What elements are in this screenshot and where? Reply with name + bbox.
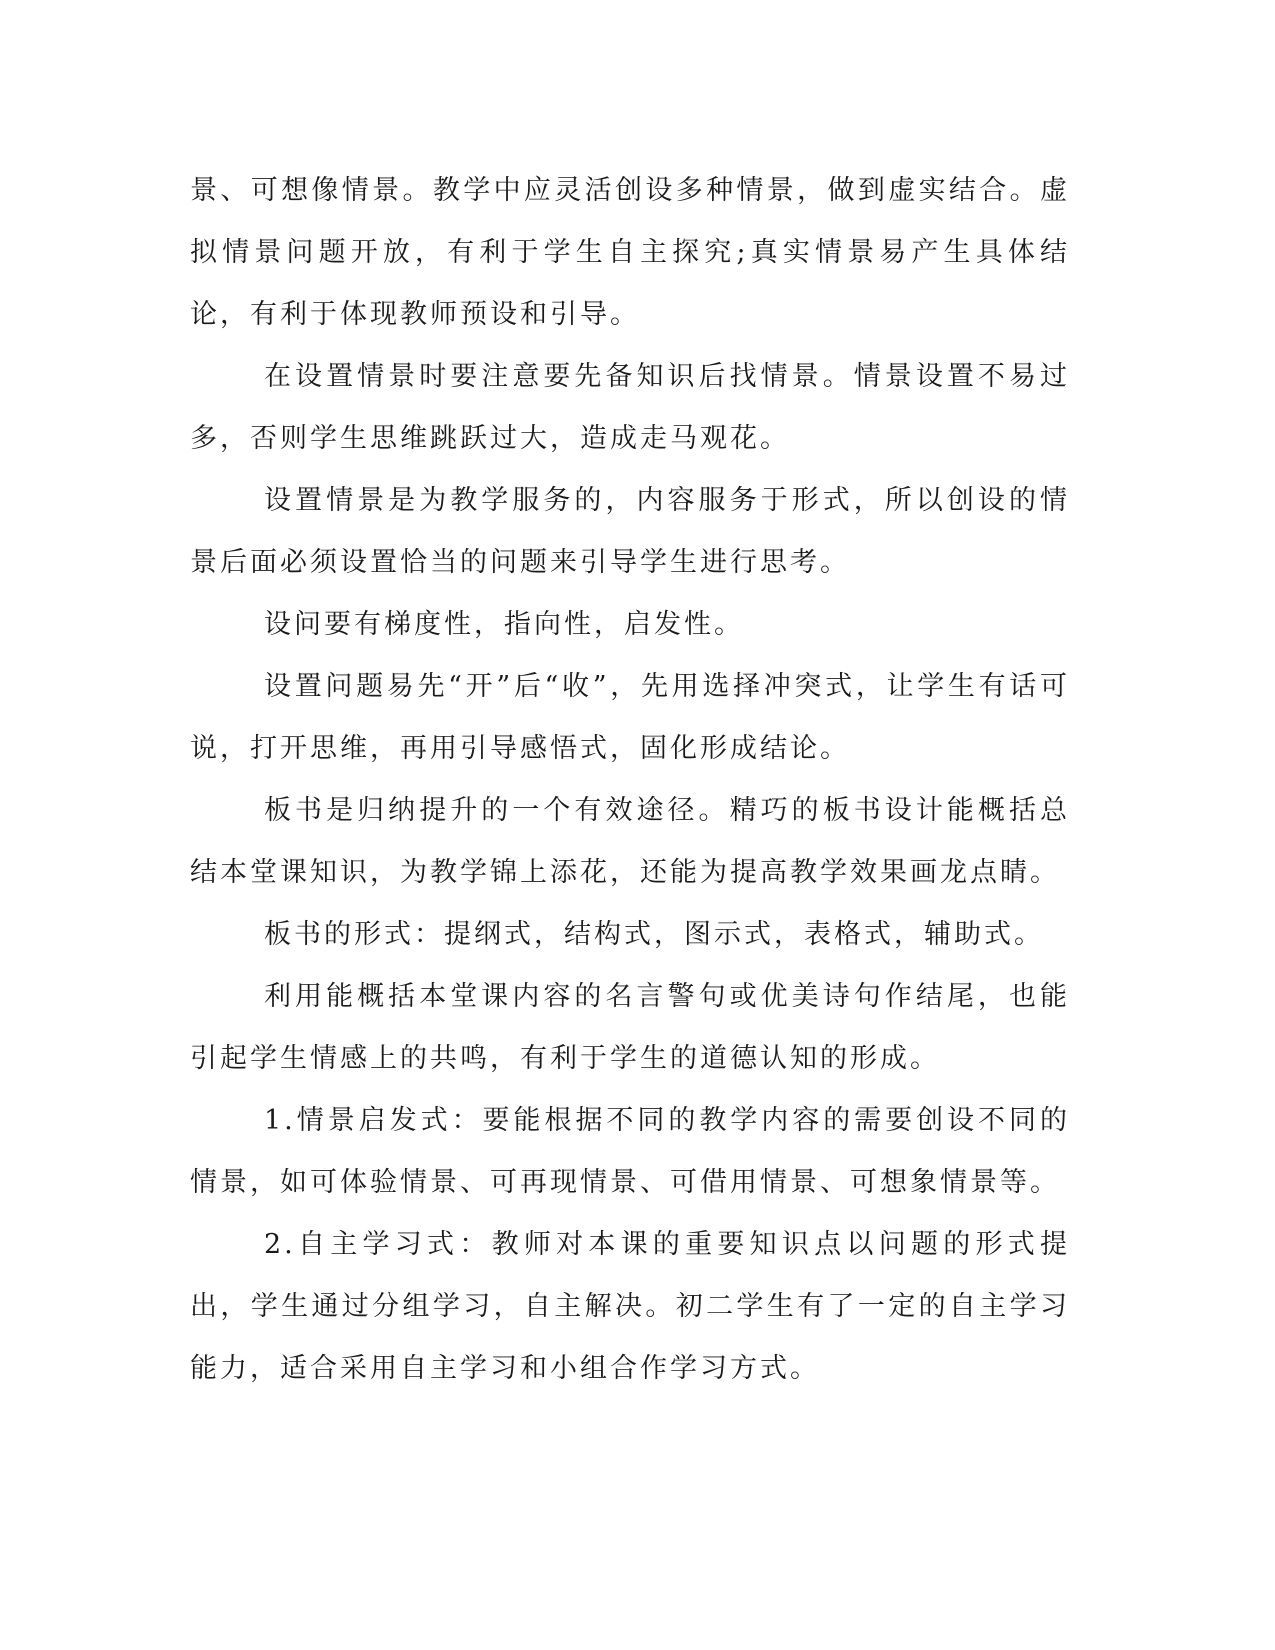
- document-body: [190, 160, 1070, 1400]
- paragraph-5: 设置问题易先“开”后“收”，先用选择冲突式，让学生有话可说，打开思维，再用引导感悟式，固化形成结论。: [190, 671, 1070, 764]
- paragraph-10: 2.自主学习式：教师对本课的重要知识点以问题的形式提出，学生通过分组学习，自主解决。初二学生有了一定的自主学习能力，适合采用自主学习和小组合作学习方式。: [190, 1229, 1070, 1384]
- paragraph-7: 板书的形式：提纲式，结构式，图示式，表格式，辅助式。: [264, 919, 1044, 950]
- paragraph-2: 在设置情景时要注意要先备知识后找情景。情景设置不易过多，否则学生思维跳跃过大，造成走马观花。: [190, 361, 1070, 454]
- paragraph-1: 景、可想像情景。教学中应灵活创设多种情景，做到虚实结合。虚拟情景问题开放，有利于学生自主探究;真实情景易产生具体结论，有利于体现教师预设和引导。: [190, 175, 1070, 330]
- paragraph-6: 板书是归纳提升的一个有效途径。精巧的板书设计能概括总结本堂课知识，为教学锦上添花，还能为提高教学效果画龙点睛。: [190, 795, 1070, 888]
- paragraph-8: 利用能概括本堂课内容的名言警句或优美诗句作结尾，也能引起学生情感上的共鸣，有利于学生的道德认知的形成。: [190, 981, 1070, 1074]
- paragraph-4: 设问要有梯度性，指向性，启发性。: [264, 609, 744, 640]
- paragraph-9: 1.情景启发式：要能根据不同的教学内容的需要创设不同的情景，如可体验情景、可再现情景、可借用情景、可想象情景等。: [190, 1105, 1070, 1198]
- paragraph-3: 设置情景是为教学服务的，内容服务于形式，所以创设的情景后面必须设置恰当的问题来引导学生进行思考。: [190, 485, 1070, 578]
